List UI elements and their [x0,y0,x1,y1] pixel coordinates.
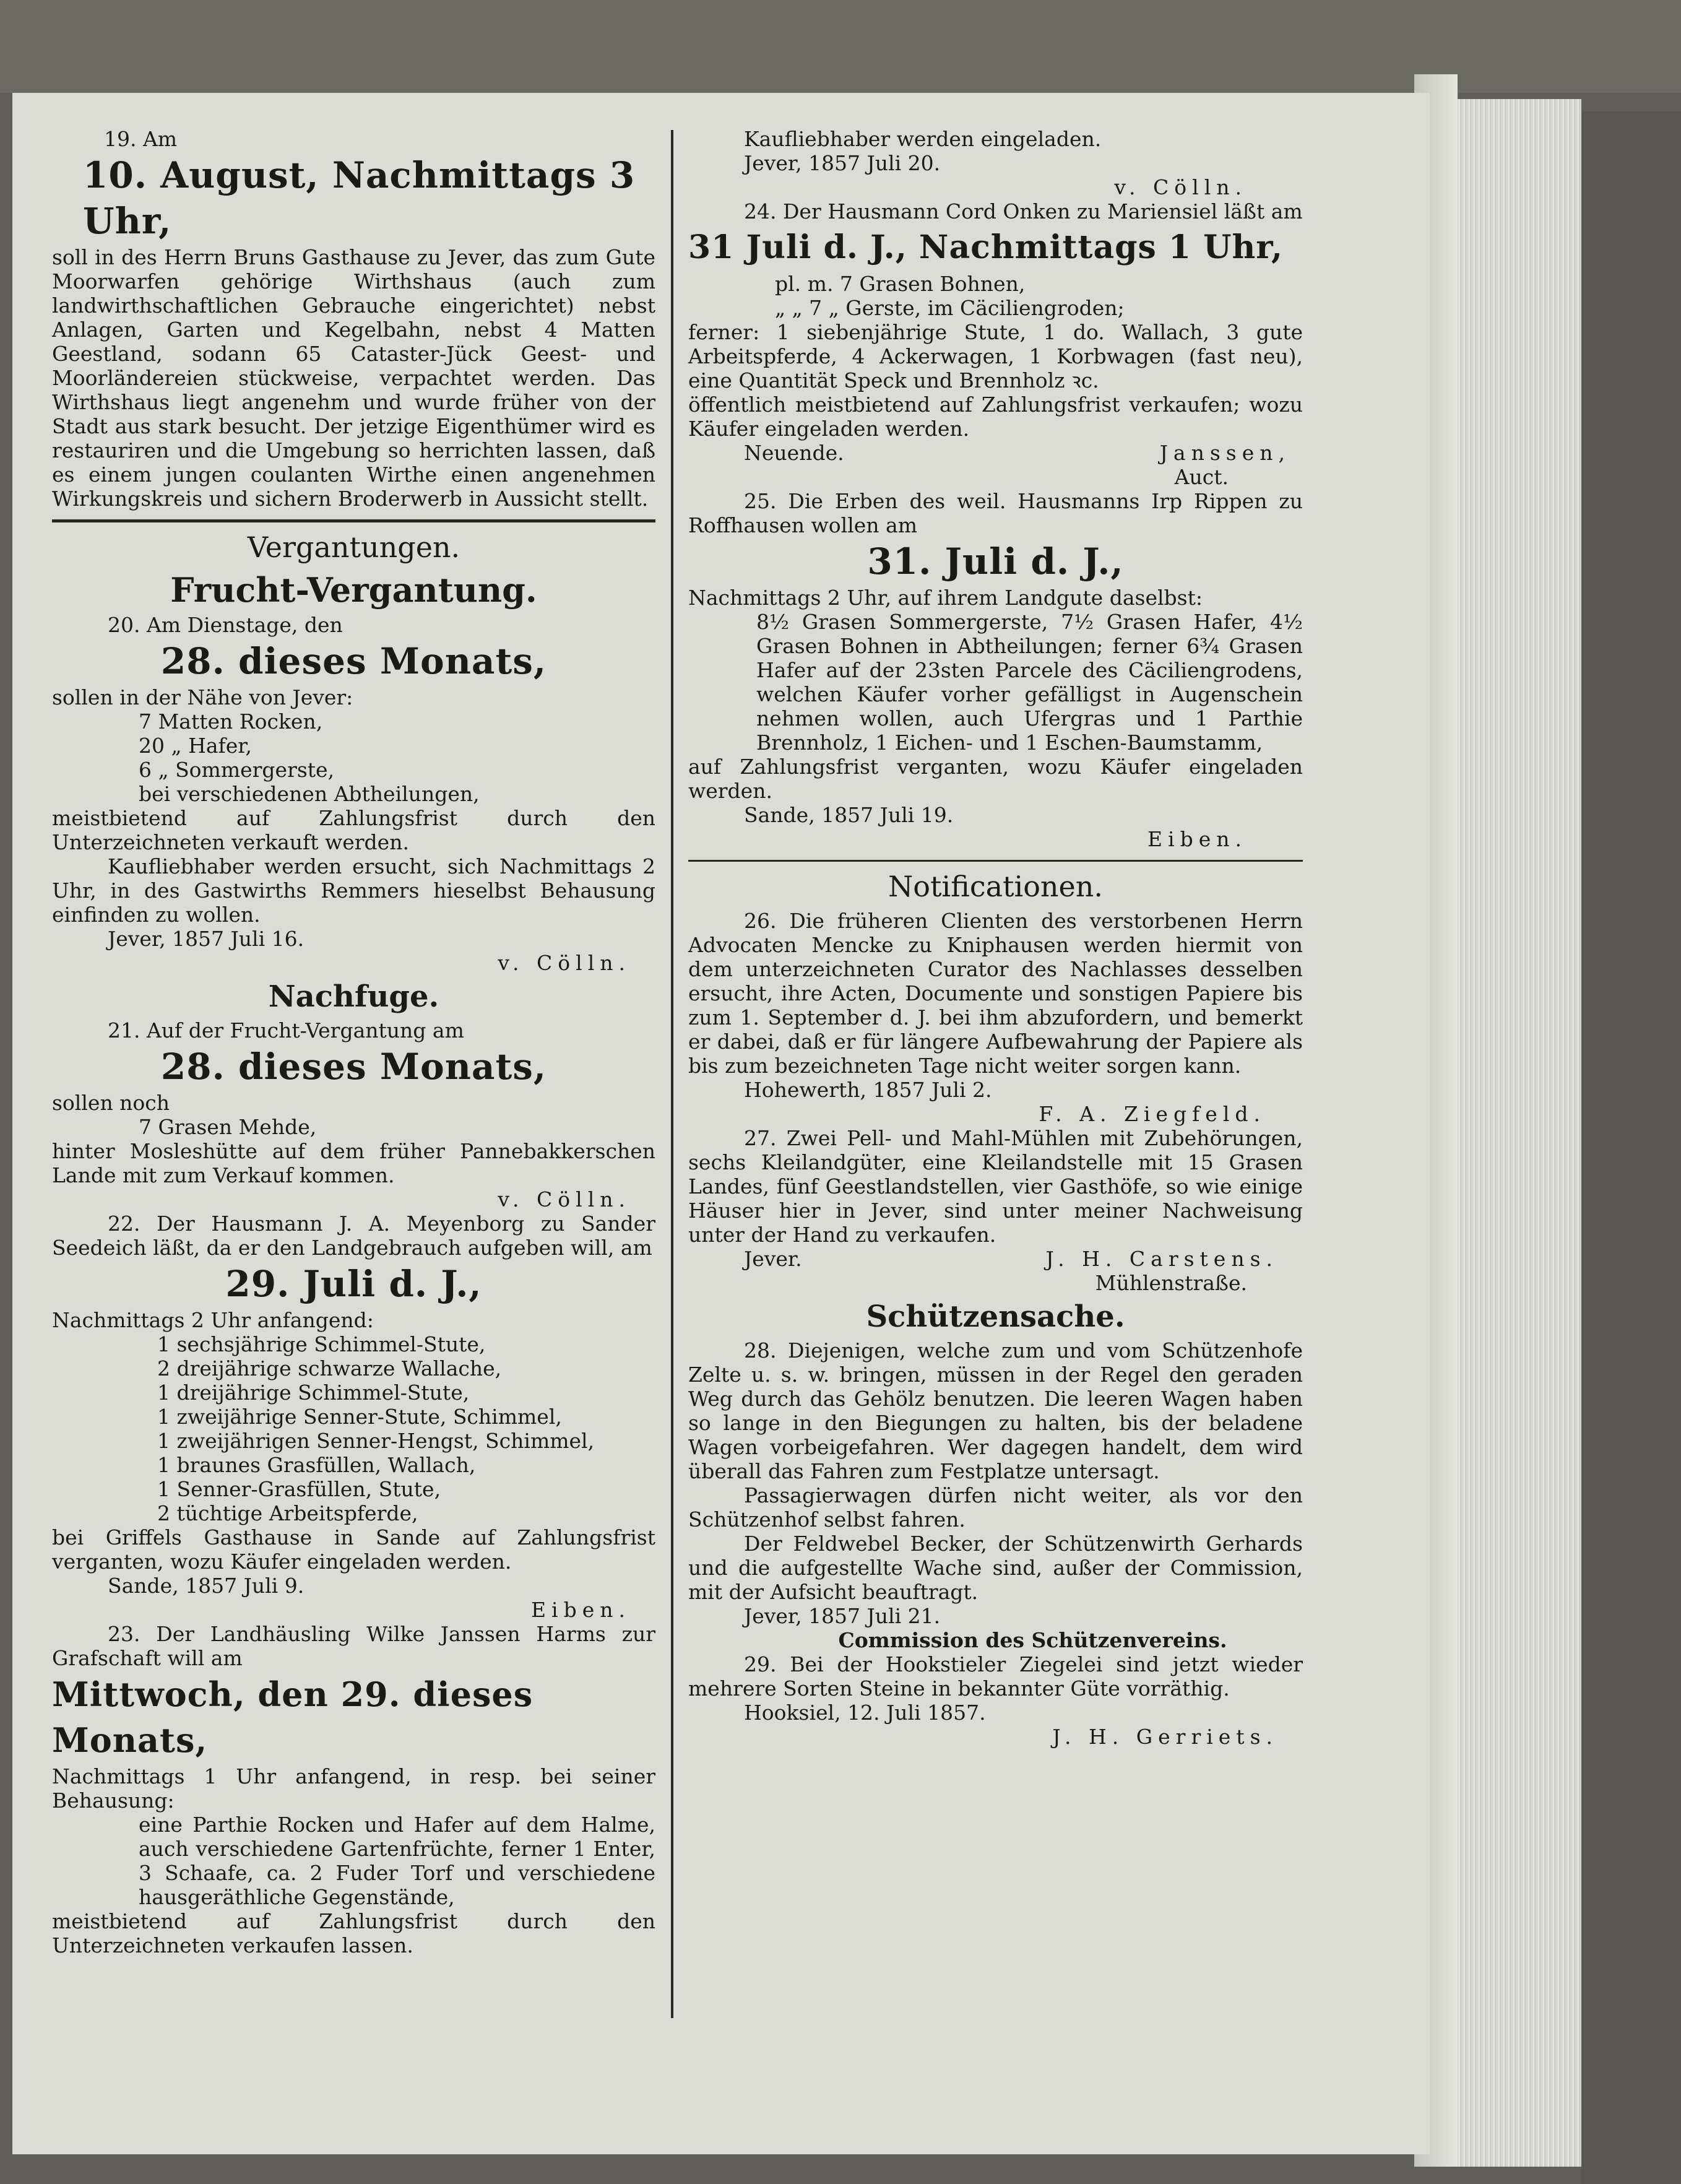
notice-24-body: 24. Der Hausmann Cord Onken zu Mariensiel läßt am [744,199,1303,223]
notice-22-body: 22. Der Hausmann J. A. Meyenborg zu Sander Seedeich läßt, da er den Landgebrauch aufgeben will, am [52,1211,655,1260]
notice-29-body: 29. Bei der Hookstieler Ziegelei sind jetzt wieder mehrere Sorten Steine in bekannter Güte vorräthig. [688,1652,1303,1701]
notice-26-place: Hohewerth, 1857 Juli 2. [744,1078,992,1102]
notice-23b-place: Jever, 1857 Juli 20. [744,151,941,175]
notice-25-body: 25. Die Erben des weil. Hausmanns Irp Rippen zu Roffhausen wollen am [688,489,1303,537]
notice-20-signature: v. Cölln. [498,951,631,975]
list-item: 1 zweijährige Senner-Stute, Schimmel, [157,1405,562,1429]
notice-27-body: 27. Zwei Pell- und Mahl-Mühlen mit Zubehörungen, sechs Kleilandgüter, eine Kleilandstelle mit 15 Grasen Landes, fünf Geestlandstellen, vier Gasthöfe, so wie einige Häuser hier in Jever, sind unter meiner Nachweisung unter der Hand zu verkaufen. [688,1126,1303,1247]
notice-24-signature-title: Auct. [1174,465,1229,489]
notice-25-place: Sande, 1857 Juli 19. [744,803,954,827]
left-column [52,127,655,1957]
notice-24-line3: ferner: 1 siebenjährige Stute, 1 do. Wallach, 3 gute Arbeitspferde, 4 Ackerwagen, 1 Korbwagen (fast neu), eine Quantität Speck und Brennholz ꝛc. [688,320,1303,392]
notice-20-line7: Kaufliebhaber werden ersucht, sich Nachmittags 2 Uhr, in des Gastwirths Remmers hieselbst Behausung einfinden zu wollen. [52,854,655,927]
list-item: 1 zweijährigen Senner-Hengst, Schimmel, [157,1429,595,1453]
list-item: 2 tüchtige Arbeitspferde, [157,1501,418,1525]
notice-25-end: auf Zahlungsfrist verganten, wozu Käufer eingeladen werden. [688,755,1303,803]
book-cover [1581,111,1681,2184]
notice-24-line2: „ „ 7 „ Gerste, im Cäciliengroden; [775,296,1125,320]
heading-frucht-vergantung: Frucht-Vergantung. [170,570,537,610]
heading-schuetzensache: Schützensache. [866,1299,1125,1334]
notice-23-date: Mittwoch, den 29. dieses Monats, [52,1675,534,1760]
notice-28-place: Jever, 1857 Juli 21. [744,1604,941,1628]
notice-28-line3: Der Feldwebel Becker, der Schützenwirth Gerhards und die aufgestellte Wache sind, außer der Commission, mit der Aufsicht beauftragt. [688,1532,1303,1604]
notice-24-signature: Janssen, [1159,441,1290,465]
notice-21-line1: sollen noch [52,1091,170,1115]
notice-21-start: 21. Auf der Frucht-Vergantung am [108,1018,464,1042]
notice-19-date: 10. August, Nachmittags 3 Uhr, [83,154,636,242]
notice-20-start: 20. Am Dienstage, den [108,613,343,637]
notice-21-line3: hinter Mosleshütte auf dem früher Pannebakkerschen Lande mit zum Verkauf kommen. [52,1139,655,1187]
notice-23-line1: Nachmittags 1 Uhr anfangend, in resp. bei seiner Behausung: [52,1764,655,1813]
notice-26-signature: F. A. Ziegfeld. [1039,1102,1266,1126]
list-item: 1 Senner-Grasfüllen, Stute, [157,1477,441,1501]
column-divider-lower [671,1919,673,2018]
notice-27-address: Mühlenstraße. [1095,1271,1247,1295]
notice-25-date: 31. Juli d. J., [867,540,1124,583]
notice-20-place: Jever, 1857 Juli 16. [108,927,305,951]
notice-27-place: Jever. [744,1247,802,1271]
notice-28-signature: Commission des Schützenvereins. [838,1628,1227,1652]
notice-25-line1: Nachmittags 2 Uhr, auf ihrem Landgute daselbst: [688,586,1203,610]
notice-21-line2: 7 Grasen Mehde, [139,1115,317,1139]
notice-20-line6: meistbietend auf Zahlungsfrist durch den Unterzeichneten verkauft werden. [52,806,655,854]
heading-nachfuge: Nachfuge. [268,979,439,1014]
notice-23b-signature: v. Cölln. [1114,175,1247,199]
column-divider [671,130,673,1925]
notice-20-date: 28. dieses Monats, [160,640,547,682]
notice-19-body: soll in des Herrn Bruns Gasthause zu Jever, das zum Gute Moorwarfen gehörige Wirthshaus (auch zum landwirthschaftlichen Gebrauche eingerichtet) nebst Anlagen, Garten und Kegelbahn, nebst 4 Matten Geestland, sodann 65 Cataster-Jück Geest- und Moorländereien stückweise, verpachtet werden. Das Wirthshaus liegt angenehm und wurde früher von der Stadt aus stark besucht. Der jetzige Eigenthümer wird es restauriren und die Umgebung so herrichten lassen, daß es einem jungen coulanten Wirthe einen angenehmen Wirkungskreis und sichern Broderwerb in Aussicht stellt. [52,245,655,511]
notice-24-line4: öffentlich meistbietend auf Zahlungsfrist verkaufen; wozu Käufer eingeladen werden. [688,392,1303,441]
notice-19-start: 19. Am [104,127,178,151]
notice-22-end: bei Griffels Gasthause in Sande auf Zahlungsfrist verganten, wozu Käufer eingeladen werden. [52,1525,655,1574]
notice-28-line2: Passagierwagen dürfen nicht weiter, als vor den Schützenhof selbst fahren. [688,1483,1303,1532]
heading-vergantungen: Vergantungen. [247,531,460,564]
list-item: 1 sechsjährige Schimmel-Stute, [157,1332,486,1356]
notice-25-line2: 8½ Grasen Sommergerste, 7½ Grasen Hafer, 4½ Grasen Bohnen in Abtheilungen; ferner 6¾ Grasen Hafer auf der 23sten Parcele des Cäciliengrodens, welchen Käufer vorher gefälligst in Augenschein nehmen wollen, auch Ufergras und 1 Parthie Brennholz, 1 Eichen- und 1 Eschen-Baumstamm, [756,610,1303,755]
notice-24-place: Neuende. [744,441,844,465]
notice-20-line2: 7 Matten Rocken, [139,709,323,734]
notice-23-line2: eine Parthie Rocken und Hafer auf dem Halme, auch verschiedene Gartenfrüchte, ferner 1 Enter, 3 Schaafe, ca. 2 Fuder Torf und verschiedene hausgeräthliche Gegenstände, [139,1813,655,1909]
notice-21-signature: v. Cölln. [498,1187,631,1211]
notice-23-end: meistbietend auf Zahlungsfrist durch den Unterzeichneten verkaufen lassen. [52,1909,655,1957]
notice-22-line0: Nachmittags 2 Uhr anfangend: [52,1308,374,1332]
notice-22-signature: Eiben. [530,1598,631,1622]
notice-28-body: 28. Diejenigen, welche zum und vom Schützenhofe Zelte u. s. w. bringen, müssen in der Regel den geraden Weg durch das Gehölz benutzen. Die leeren Wagen haben so lange in den Biegungen zu halten, bis der beladene Wagen vorbeigefahren. Wer dagegen handelt, dem wird überall das Fahren zum Festplatze untersagt. [688,1338,1303,1483]
notice-20-line4: 6 „ Sommergerste, [139,758,335,782]
notice-29-place: Hooksiel, 12. Juli 1857. [744,1701,986,1725]
notice-23b-line1: Kaufliebhaber werden eingeladen. [744,127,1102,151]
notice-21-date: 28. dieses Monats, [160,1046,547,1088]
list-item: 1 dreijährige Schimmel-Stute, [157,1380,470,1405]
notice-20-line5: bei verschiedenen Abtheilungen, [139,782,480,806]
notice-25-signature: Eiben. [1147,827,1247,851]
notice-20-line3: 20 „ Hafer, [139,734,252,758]
list-item: 2 dreijährige schwarze Wallache, [157,1356,502,1380]
notice-20-line1: sollen in der Nähe von Jever: [52,685,353,709]
list-item: 1 braunes Grasfüllen, Wallach, [157,1453,476,1477]
notice-26-body: 26. Die früheren Clienten des verstorbenen Herrn Advocaten Mencke zu Kniphausen werden hiermit von dem unterzeichneten Curator des Nachlasses desselben ersucht, ihre Acten, Documente und sonstigen Papiere bis zum 1. September d. J. bei ihm abzufordern, und bemerkt er dabei, daß er für längere Aufbewahrung der Papiere als bis zum bezeichneten Tage nicht weiter sorgen kann. [688,909,1303,1078]
section-rule [688,860,1303,862]
notice-24-line1: pl. m. 7 Grasen Bohnen, [775,272,1026,296]
notice-27-signature: J. H. Carstens. [1045,1247,1278,1271]
notice-22-date: 29. Juli d. J., [225,1263,482,1305]
section-rule [52,519,655,522]
page-edges [1458,99,1581,2167]
notice-29-signature: J. H. Gerriets. [1052,1725,1278,1749]
notice-24-date: 31 Juli d. J., Nachmittags 1 Uhr, [688,228,1284,266]
heading-notificationen: Notificationen. [888,870,1103,903]
right-column [688,127,1303,1749]
notice-22-place: Sande, 1857 Juli 9. [108,1574,305,1598]
notice-23-body: 23. Der Landhäusling Wilke Janssen Harms zur Grafschaft will am [52,1622,655,1670]
